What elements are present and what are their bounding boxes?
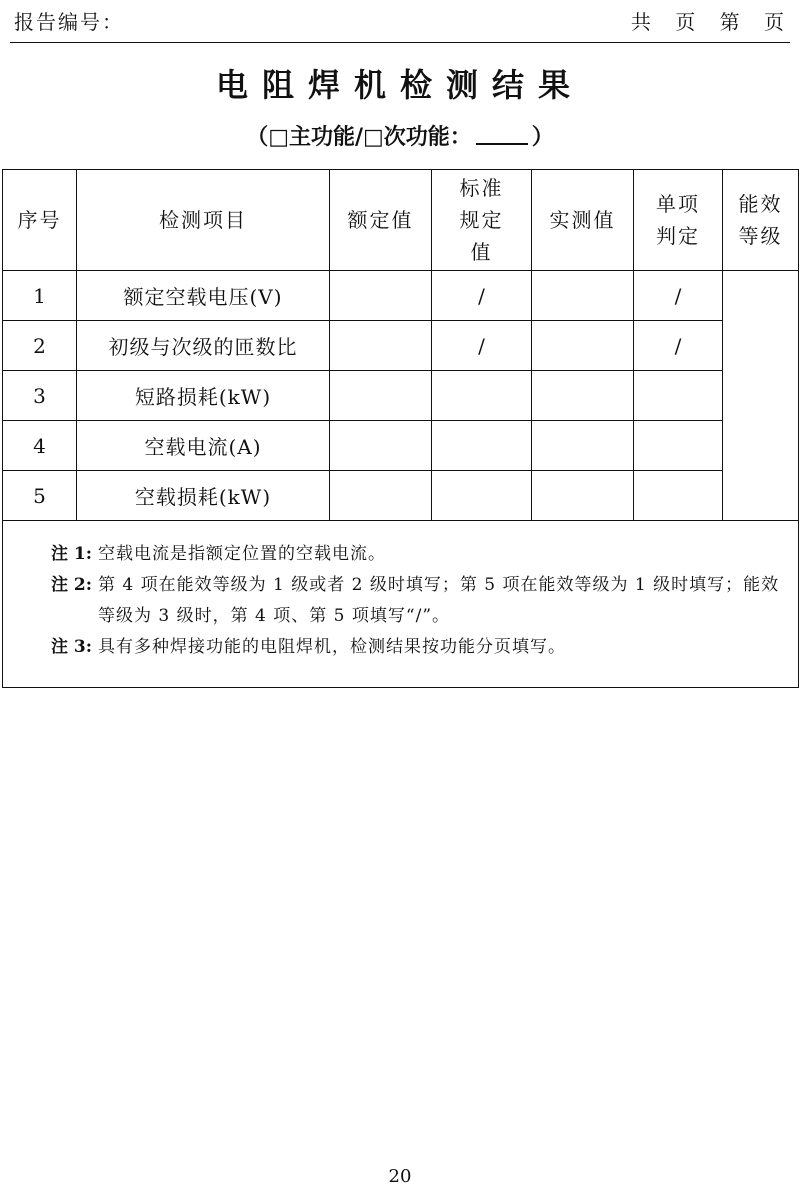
page-info: 共 页 第 页 <box>630 10 786 34</box>
results-table <box>2 169 799 688</box>
row-judgment[interactable] <box>634 371 723 421</box>
efficiency-grade-cell[interactable] <box>723 271 799 521</box>
row-standard: / <box>432 321 532 371</box>
table-row <box>3 371 799 421</box>
row-no: 5 <box>3 471 77 521</box>
row-standard[interactable] <box>432 421 532 471</box>
row-judgment: / <box>634 321 723 371</box>
row-item: 空载电流(A) <box>77 421 330 471</box>
notes-row <box>3 521 799 688</box>
subtitle-suffix: ） <box>531 124 554 150</box>
row-rated[interactable] <box>330 421 432 471</box>
row-rated[interactable] <box>330 321 432 371</box>
row-measured[interactable] <box>532 271 634 321</box>
note-label: 注 3: <box>51 637 93 657</box>
row-no: 2 <box>3 321 77 371</box>
note-item <box>51 632 788 663</box>
note-text: 第 4 项在能效等级为 1 级或者 2 级时填写；第 5 项在能效等级为 1 级时填写；能效等级为 3 级时，第 4 项、第 5 项填写“/”。 <box>98 575 780 626</box>
row-standard: / <box>432 271 532 321</box>
table-header-row <box>3 170 799 271</box>
header-standard <box>432 170 532 271</box>
table-row <box>3 421 799 471</box>
header-standard-label: 标准规定值 <box>459 176 504 264</box>
row-no: 3 <box>3 371 77 421</box>
function-blank[interactable] <box>476 143 528 145</box>
header-grade-label: 能效等级 <box>738 192 783 248</box>
row-no: 4 <box>3 421 77 471</box>
notes-cell <box>3 521 799 688</box>
row-judgment: / <box>634 271 723 321</box>
note-text: 具有多种焊接功能的电阻焊机，检测结果按功能分页填写。 <box>98 637 567 657</box>
row-item: 短路损耗(kW) <box>77 371 330 421</box>
row-standard[interactable] <box>432 371 532 421</box>
table-row <box>3 271 799 321</box>
row-measured[interactable] <box>532 371 634 421</box>
row-item: 空载损耗(kW) <box>77 471 330 521</box>
header-item: 检测项目 <box>77 170 330 271</box>
row-standard[interactable] <box>432 471 532 521</box>
subtitle <box>0 120 800 151</box>
note-label: 注 2: <box>51 575 93 595</box>
row-judgment[interactable] <box>634 421 723 471</box>
row-judgment[interactable] <box>634 471 723 521</box>
page-number: 20 <box>388 1166 412 1187</box>
header-judgment <box>634 170 723 271</box>
header-no: 序号 <box>3 170 77 271</box>
note-label: 注 1: <box>51 544 93 564</box>
note-item <box>51 539 788 570</box>
header-divider <box>10 42 790 43</box>
row-measured[interactable] <box>532 471 634 521</box>
report-number-label: 报告编号： <box>14 10 124 34</box>
note-text: 空载电流是指额定位置的空载电流。 <box>98 544 387 564</box>
row-rated[interactable] <box>330 471 432 521</box>
header-judgment-label: 单项判定 <box>656 192 700 248</box>
row-no: 1 <box>3 271 77 321</box>
row-item: 额定空载电压(V) <box>77 271 330 321</box>
row-rated[interactable] <box>330 271 432 321</box>
header-rated: 额定值 <box>330 170 432 271</box>
header-measured: 实测值 <box>532 170 634 271</box>
row-item: 初级与次级的匝数比 <box>77 321 330 371</box>
table-row <box>3 471 799 521</box>
notes-block <box>3 521 798 663</box>
subtitle-prefix: （□主功能/□次功能： <box>246 124 472 150</box>
row-measured[interactable] <box>532 421 634 471</box>
header-grade <box>723 170 799 271</box>
row-measured[interactable] <box>532 321 634 371</box>
page-title: 电阻焊机检测结果 <box>215 66 584 104</box>
table-row <box>3 321 799 371</box>
row-rated[interactable] <box>330 371 432 421</box>
note-item <box>51 570 788 632</box>
